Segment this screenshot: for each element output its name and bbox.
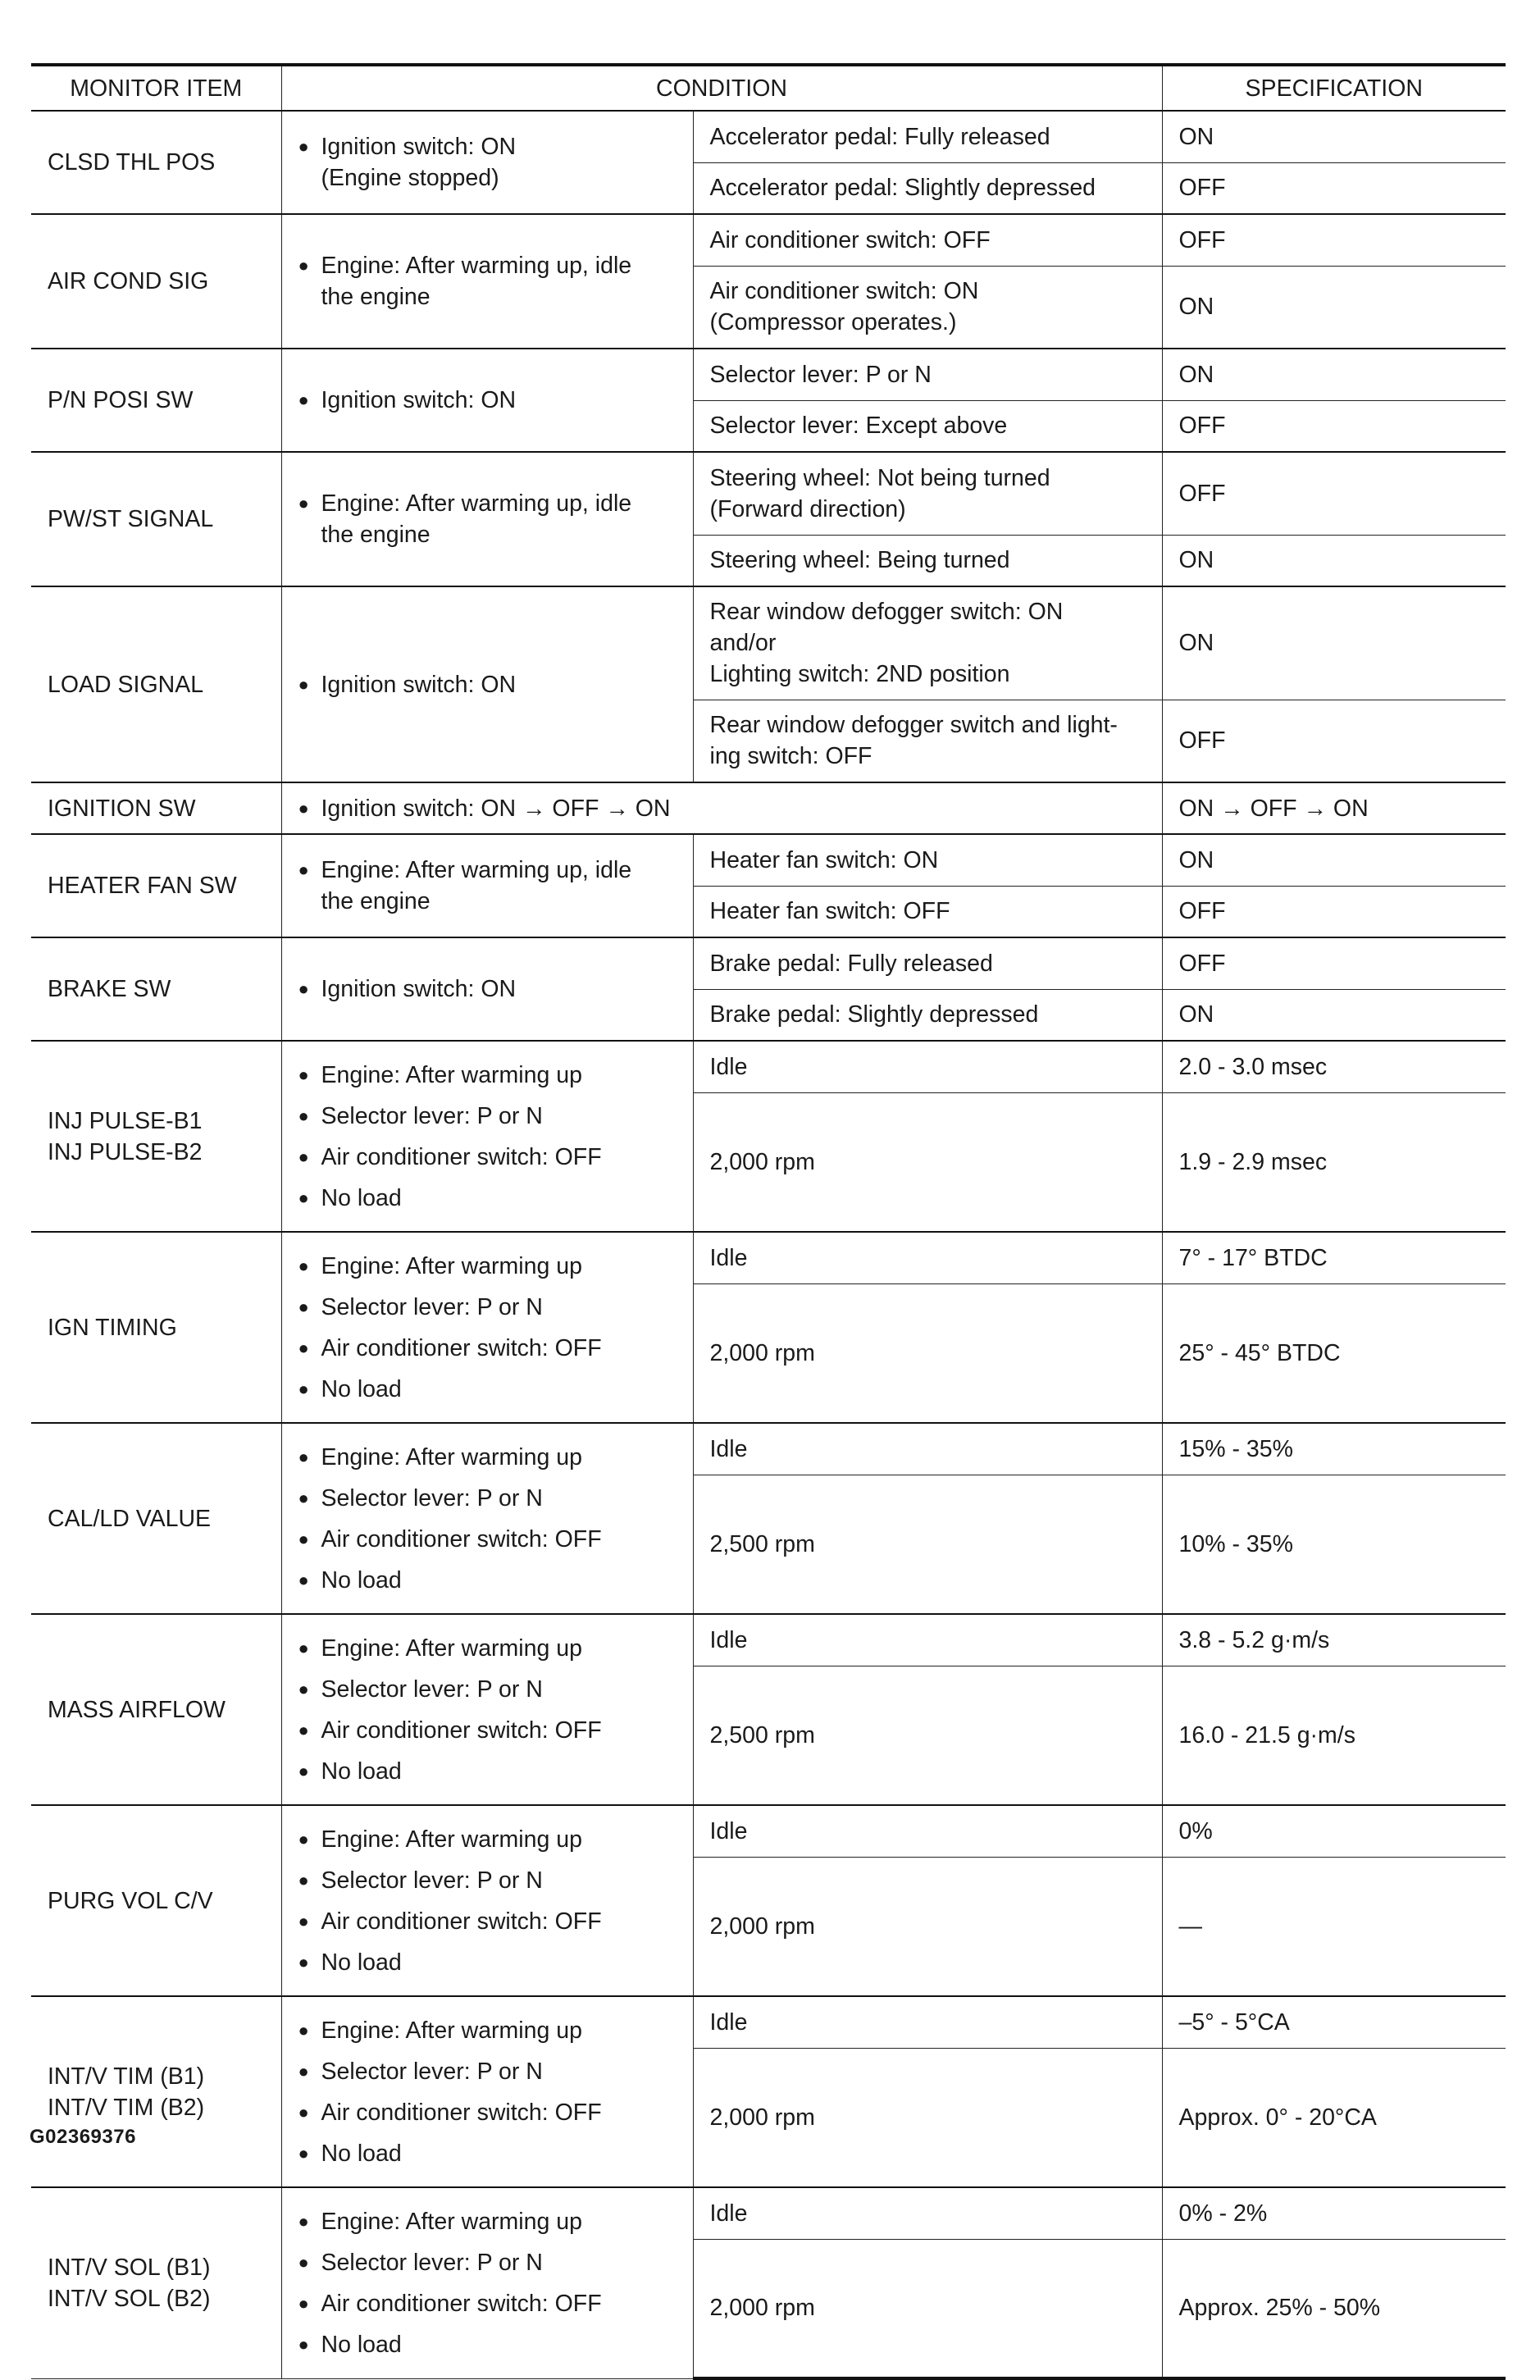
condition-item: ● Selector lever: P or N [298, 1096, 677, 1137]
condition-item: ● Air conditioner switch: OFF [298, 2092, 677, 2133]
monitor-item-cell: IGN TIMING [31, 1232, 281, 1423]
specification-cell: ON [1162, 535, 1506, 586]
condition-cell [281, 586, 693, 782]
specification-cell: — [1162, 1857, 1506, 1996]
specification-cell: ON [1162, 586, 1506, 700]
condition-list [298, 973, 677, 1005]
condition-item: ● Selector lever: P or N [298, 2051, 677, 2092]
condition-item: ● Air conditioner switch: OFF [298, 1137, 677, 1178]
condition-item: ● Air conditioner switch: OFF [298, 1710, 677, 1751]
sub-condition-cell: Air conditioner switch: ON (Compressor operates.) [693, 266, 1162, 349]
table-row [31, 1996, 1506, 2048]
condition-item: ● No load [298, 1560, 677, 1601]
condition-item: ● No load [298, 1942, 677, 1983]
sub-condition-cell: Heater fan switch: ON [693, 834, 1162, 886]
table-row [31, 782, 1506, 834]
condition-item: ● Air conditioner switch: OFF [298, 1328, 677, 1369]
header-row [31, 65, 1506, 111]
sub-condition-cell: Accelerator pedal: Fully released [693, 111, 1162, 162]
condition-list [298, 1437, 677, 1601]
specification-cell: OFF [1162, 214, 1506, 266]
condition-item: ● Engine: After warming up, idle the engine [298, 250, 677, 312]
monitor-item-cell: PW/ST SIGNAL [31, 452, 281, 586]
monitor-item-cell: BRAKE SW [31, 937, 281, 1041]
condition-item: ● No load [298, 1369, 677, 1410]
sub-condition-cell: Selector lever: Except above [693, 400, 1162, 452]
sub-condition-cell: Idle [693, 1996, 1162, 2048]
sub-condition-cell: Idle [693, 1041, 1162, 1092]
condition-cell [281, 834, 693, 937]
specification-cell: Approx. 0° - 20°CA [1162, 2048, 1506, 2187]
condition-list [298, 1246, 677, 1410]
header-specification: SPECIFICATION [1162, 65, 1506, 111]
specification-cell: OFF [1162, 400, 1506, 452]
sub-condition-cell: 2,000 rpm [693, 1092, 1162, 1232]
sub-condition-cell: Brake pedal: Slightly depressed [693, 989, 1162, 1041]
monitor-item-cell: INT/V TIM (B1) INT/V TIM (B2) [31, 1996, 281, 2187]
sub-condition-cell: 2,000 rpm [693, 1283, 1162, 1423]
condition-item: ● Engine: After warming up [298, 1055, 677, 1096]
condition-cell [281, 1232, 693, 1423]
specification-cell: 0% [1162, 1805, 1506, 1857]
monitor-item-cell: LOAD SIGNAL [31, 586, 281, 782]
sub-condition-cell: Steering wheel: Not being turned (Forward direction) [693, 452, 1162, 535]
sub-condition-cell: Idle [693, 2187, 1162, 2239]
condition-item: ● Ignition switch: ON [298, 385, 677, 416]
condition-list [298, 488, 677, 550]
condition-list [298, 2010, 677, 2174]
specification-cell: ON [1162, 111, 1506, 162]
condition-item: ● Selector lever: P or N [298, 1287, 677, 1328]
header-condition: CONDITION [281, 65, 1162, 111]
sub-condition-cell: Idle [693, 1232, 1162, 1283]
condition-item: ● No load [298, 1178, 677, 1219]
condition-item: ● Ignition switch: ON (Engine stopped) [298, 131, 677, 194]
specification-cell: ON [1162, 349, 1506, 400]
monitor-item-cell: IGNITION SW [31, 782, 281, 834]
condition-item: ● Air conditioner switch: OFF [298, 2283, 677, 2324]
condition-list [298, 1628, 677, 1792]
monitor-item-cell: CAL/LD VALUE [31, 1423, 281, 1614]
sub-condition-cell: Idle [693, 1423, 1162, 1475]
specification-cell: 7° - 17° BTDC [1162, 1232, 1506, 1283]
condition-item: ● Selector lever: P or N [298, 2242, 677, 2283]
table-row [31, 1614, 1506, 1666]
sub-condition-cell: Brake pedal: Fully released [693, 937, 1162, 989]
condition-cell [281, 782, 1162, 834]
table-row [31, 349, 1506, 400]
sub-condition-cell: Idle [693, 1614, 1162, 1666]
specification-cell: 1.9 - 2.9 msec [1162, 1092, 1506, 1232]
condition-item: ● Selector lever: P or N [298, 1478, 677, 1519]
table-body [31, 111, 1506, 2378]
sub-condition-cell: Air conditioner switch: OFF [693, 214, 1162, 266]
condition-cell [281, 1423, 693, 1614]
monitor-item-cell: INJ PULSE-B1 INJ PULSE-B2 [31, 1041, 281, 1232]
condition-item: ● Ignition switch: ON [298, 973, 677, 1005]
condition-item: ● Engine: After warming up [298, 1628, 677, 1669]
condition-cell [281, 1614, 693, 1805]
sub-condition-cell: 2,000 rpm [693, 2239, 1162, 2378]
specification-cell: 3.8 - 5.2 g·m/s [1162, 1614, 1506, 1666]
condition-cell [281, 111, 693, 214]
spec-table [31, 63, 1506, 2380]
condition-item: ● Engine: After warming up [298, 1819, 677, 1860]
table-row [31, 1041, 1506, 1092]
specification-cell: Approx. 25% - 50% [1162, 2239, 1506, 2378]
sub-condition-cell: Rear window defogger switch: ON and/or Lighting switch: 2ND position [693, 586, 1162, 700]
specification-cell: ON [1162, 266, 1506, 349]
condition-item: ● Air conditioner switch: OFF [298, 1901, 677, 1942]
sub-condition-cell: Idle [693, 1805, 1162, 1857]
condition-item: ● Engine: After warming up [298, 1437, 677, 1478]
condition-list [298, 1819, 677, 1983]
condition-cell [281, 1805, 693, 1996]
specification-cell: OFF [1162, 452, 1506, 535]
table-row [31, 586, 1506, 700]
specification-cell: OFF [1162, 886, 1506, 937]
condition-item: ● Engine: After warming up [298, 2201, 677, 2242]
sub-condition-cell: Steering wheel: Being turned [693, 535, 1162, 586]
condition-item: ● Selector lever: P or N [298, 1860, 677, 1901]
table-row [31, 452, 1506, 535]
specification-cell: 25° - 45° BTDC [1162, 1283, 1506, 1423]
condition-cell [281, 1996, 693, 2187]
sub-condition-cell: Heater fan switch: OFF [693, 886, 1162, 937]
condition-item: ● No load [298, 2324, 677, 2365]
condition-list [298, 855, 677, 917]
table-row [31, 111, 1506, 162]
monitor-item-cell: CLSD THL POS [31, 111, 281, 214]
specification-cell: 10% - 35% [1162, 1475, 1506, 1614]
specification-cell: ON → OFF → ON [1162, 782, 1506, 834]
condition-list [298, 385, 677, 416]
condition-list [298, 793, 1146, 824]
monitor-item-cell: MASS AIRFLOW [31, 1614, 281, 1805]
table-row [31, 214, 1506, 266]
condition-cell [281, 452, 693, 586]
specification-cell: 0% - 2% [1162, 2187, 1506, 2239]
table-row [31, 1423, 1506, 1475]
condition-list [298, 1055, 677, 1219]
condition-item: ● Engine: After warming up [298, 2010, 677, 2051]
sub-condition-cell: 2,500 rpm [693, 1666, 1162, 1805]
condition-item: ● Engine: After warming up, idle the engine [298, 855, 677, 917]
monitor-item-cell: PURG VOL C/V [31, 1805, 281, 1996]
monitor-item-cell: P/N POSI SW [31, 349, 281, 452]
condition-cell [281, 2187, 693, 2378]
sub-condition-cell: Rear window defogger switch and light- ing switch: OFF [693, 700, 1162, 782]
condition-list [298, 250, 677, 312]
header-monitor-item: MONITOR ITEM [31, 65, 281, 111]
specification-cell: –5° - 5°CA [1162, 1996, 1506, 2048]
specification-cell: OFF [1162, 937, 1506, 989]
sub-condition-cell: Accelerator pedal: Slightly depressed [693, 162, 1162, 214]
sub-condition-cell: Selector lever: P or N [693, 349, 1162, 400]
specification-cell: 2.0 - 3.0 msec [1162, 1041, 1506, 1092]
specification-cell: 15% - 35% [1162, 1423, 1506, 1475]
condition-cell [281, 937, 693, 1041]
condition-list [298, 2201, 677, 2365]
table-row [31, 2187, 1506, 2239]
table-row [31, 1232, 1506, 1283]
condition-cell [281, 1041, 693, 1232]
sub-condition-cell: 2,000 rpm [693, 1857, 1162, 1996]
condition-item: ● Ignition switch: ON → OFF → ON [298, 793, 1146, 824]
condition-cell [281, 349, 693, 452]
sub-condition-cell: 2,500 rpm [693, 1475, 1162, 1614]
condition-cell [281, 214, 693, 349]
table-row [31, 937, 1506, 989]
condition-item: ● Engine: After warming up [298, 1246, 677, 1287]
condition-item: ● Engine: After warming up, idle the engine [298, 488, 677, 550]
specification-cell: ON [1162, 989, 1506, 1041]
monitor-item-cell: AIR COND SIG [31, 214, 281, 349]
table-row [31, 834, 1506, 886]
sub-condition-cell: 2,000 rpm [693, 2048, 1162, 2187]
figure-id: G02369376 [30, 2126, 136, 2148]
condition-item: ● Selector lever: P or N [298, 1669, 677, 1710]
condition-list [298, 669, 677, 700]
condition-item: ● Air conditioner switch: OFF [298, 1519, 677, 1560]
specification-cell: OFF [1162, 162, 1506, 214]
condition-item: ● No load [298, 2133, 677, 2174]
specification-cell: ON [1162, 834, 1506, 886]
monitor-item-cell: HEATER FAN SW [31, 834, 281, 937]
specification-cell: OFF [1162, 700, 1506, 782]
condition-list [298, 131, 677, 194]
condition-item: ● Ignition switch: ON [298, 669, 677, 700]
monitor-item-cell: INT/V SOL (B1) INT/V SOL (B2) [31, 2187, 281, 2378]
specification-cell: 16.0 - 21.5 g·m/s [1162, 1666, 1506, 1805]
condition-item: ● No load [298, 1751, 677, 1792]
table-row [31, 1805, 1506, 1857]
